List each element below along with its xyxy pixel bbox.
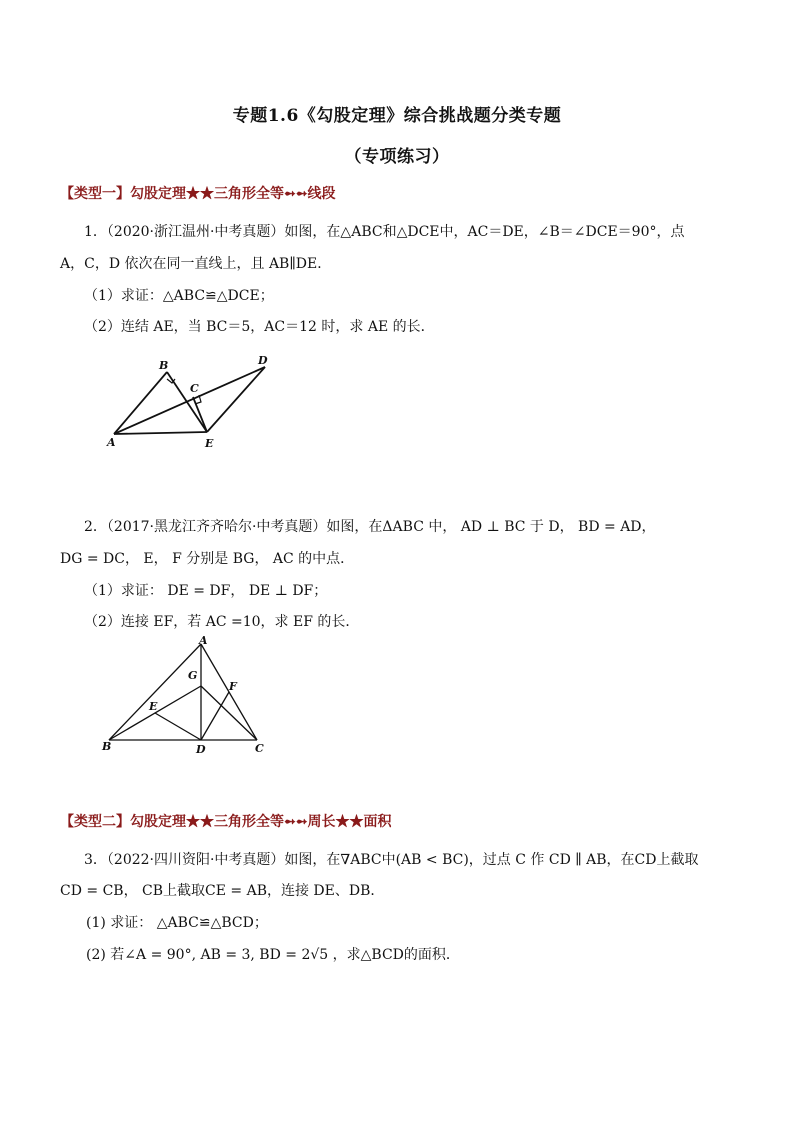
q1-segment-ae [114, 432, 207, 434]
q2-label-c: C [255, 742, 264, 755]
q2-label-b: B [102, 740, 112, 753]
q3-text-line2: CD = CB， CB上截取CE = AB，连接 DE、DB． [60, 883, 385, 899]
page-subtitle: （专项练习） [344, 147, 450, 167]
q2-label-a: A [199, 634, 208, 647]
q1-segment-ed [207, 367, 265, 432]
q1-label-a: A [107, 436, 116, 449]
q2-segment-gc [201, 686, 257, 740]
q1-label-e: E [205, 437, 214, 450]
q2-part2: （2）连接 EF，若 AC =10，求 EF 的长． [84, 614, 360, 630]
q1-part1: （1）求证：△ABC≌△DCE； [84, 288, 274, 304]
q2-segment-ab [109, 644, 201, 740]
q1-segment-ab [114, 372, 167, 434]
q2-label-g: G [188, 669, 198, 682]
q1-label-d: D [258, 354, 268, 367]
q2-label-d: D [196, 743, 206, 756]
q2-segment-ed [155, 713, 201, 740]
q1-text-line1: 1．（2020·浙江温州·中考真题）如图，在△ABC和△DCE中，AC＝DE，∠B＝∠DCE＝90°，点 [84, 224, 685, 240]
q2-part1: （1）求证： DE = DF， DE ⊥ DF； [84, 583, 328, 599]
q2-label-e: E [149, 700, 158, 713]
section-heading-type-one: 【类型一】勾股定理★★三角形全等➻➻线段 [60, 186, 336, 202]
q3-part1: (1) 求证： △ABC≌△BCD； [86, 915, 268, 931]
q1-label-c: C [190, 382, 199, 395]
section-heading-type-two: 【类型二】勾股定理★★三角形全等➻➻周长★★面积 [60, 814, 392, 830]
q3-part2: (2) 若∠A = 90°, AB = 3, BD = 2√5 ，求△BCD的面积． [86, 947, 460, 963]
q1-segment-ad [114, 367, 265, 434]
q1-part2: （2）连结 AE，当 BC＝5，AC＝12 时，求 AE 的长． [84, 319, 435, 335]
q2-text-line2: DG = DC， E， F 分别是 BG， AC 的中点． [60, 551, 355, 567]
q1-figure [95, 350, 280, 455]
page-title: 专题1.6《勾股定理》综合挑战题分类专题 [232, 106, 562, 126]
q1-text-line2: A，C，D 依次在同一直线上，且 AB∥DE． [60, 256, 332, 272]
q3-text-line1: 3．（2022·四川资阳·中考真题）如图，在∇ABC中(AB < BC)，过点 C 作 CD ∥ AB，在CD上截取 [84, 852, 699, 868]
q2-label-f: F [229, 680, 237, 693]
q1-label-b: B [159, 359, 169, 372]
q2-figure [95, 632, 275, 757]
q2-text-line1: 2．（2017·黑龙江齐齐哈尔·中考真题）如图，在ΔABC 中， AD ⊥ BC 于 D， BD = AD， [84, 519, 656, 535]
